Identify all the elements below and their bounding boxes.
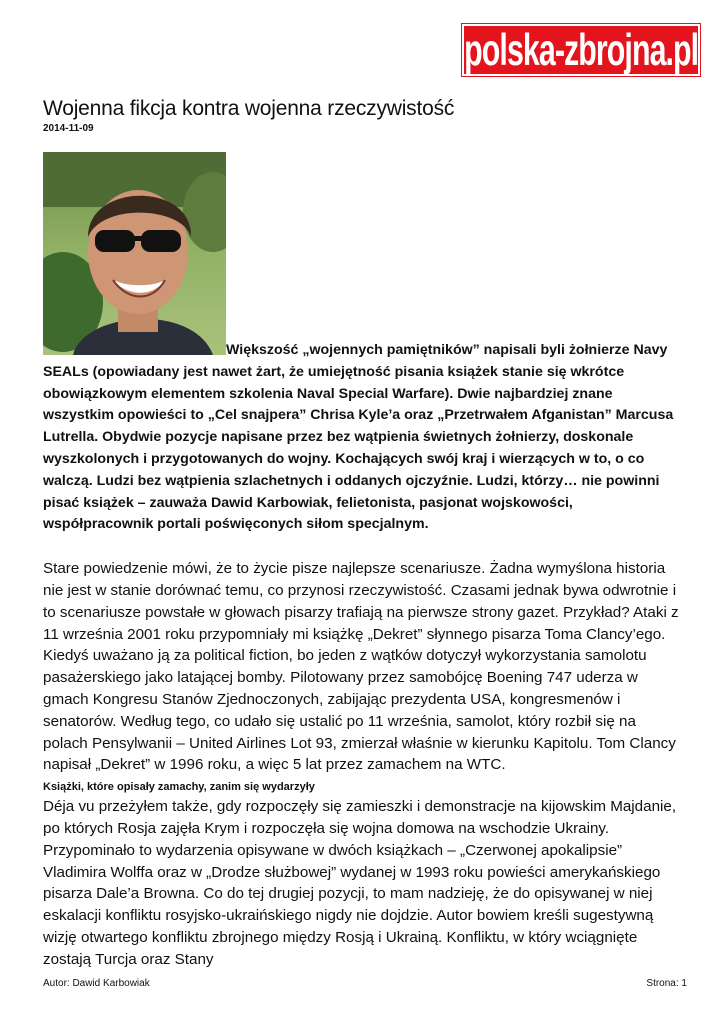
- article-paragraph: Stare powiedzenie mówi, że to życie pisze najlepsze scenariusze. Żadna wymyślona historia nie jest w stanie dorównać temu, co przynosi rzeczywistość. Czasami jednak bywa odwrotnie i to scenariusze powstałe w głowach pisarzy trafiają na pierwsze strony gazet. Przykład? Ataki z 11 września 2001 roku przypomniały mi książkę „Dekret” słynnego pisarza Toma Clancy’ego. Kiedyś uważano ją za political fiction, bo jeden z wątków dotyczył wykorzystania samolotu pasażerskiego jako latającej bomby. Pilotowany przez samobójcę Boening 747 uderza w gmach Kongresu Stanów Zjednoczonych, zabijając prezydenta USA, kongresmenów i senatorów. Według tego, co udało się ustalić po 11 września, samolot, który rozbił się na polach Pensylwanii – United Airlines Lot 93, zmierzał właśnie w kierunku Kapitolu. Tom Clancy napisał „Dekret” w 1996 roku, a więc 5 lat przez zamachem na WTC.: [43, 560, 679, 774]
- article-paragraph: Déja vu przeżyłem także, gdy rozpoczęły się zamieszki i demonstracje na kijowskim Majdanie, po których Rosja zajęła Krym i rozpoczęła się wojna domowa na wschodzie Ukrainy. Przypominało to wydarzenia opisywane w dwóch książkach – „Czerwonej apokalipsie” Vladimira Wolffa oraz w „Drodze służbowej” wydanej w 1993 roku powieści amerykańskiego pisarza Dale’a Browna. Co do tej drugiej pozycji, to mam nadzieję, że do opisywanej w niej eskalacji konfliktu rosyjsko-ukraińskiego nigdy nie dojdzie. Autor bowiem kreśli sugestywną wizję otwartego konfliktu zbrojnego między Rosją i Ukrainą. Konfliktu, w który wciągnięte zostają Turcja oraz Stany: [43, 798, 677, 968]
- site-logo[interactable]: [462, 24, 700, 76]
- article-lead: Większość „wojennych pamiętników” napisali byli żołnierze Navy SEALs (opowiadany jest nawet żart, że umiejętność pisania książek stanie się wkrótce obowiązkowym elementem szkolenia Naval Special Warfare). Dwie najbardziej znane wszystkim opowieści to „Cel snajpera” Chrisa Kyle’a oraz „Przetrwałem Afganistan” Marcusa Lutrella. Obydwie pozycje napisane przez bez wątpienia świetnych żołnierzy, doskonale wyszkolonych i przygotowanych do wojny. Kochających swój kraj i wierzących w to, o co walczą. Ludzi bez wątpienia szlachetnych i oddanych ojczyźnie. Ludzi, którzy… nie powinni pisać książek – zauważa Dawid Karbowiak, felietonista, pasjonat wojskowości, współpracownik portali poświęconych siłom specjalnym.: [43, 342, 674, 533]
- footer-author: Autor: Dawid Karbowiak: [43, 978, 150, 989]
- footer-page-number: Strona: 1: [646, 978, 687, 989]
- article-date: 2014-11-09: [43, 123, 94, 134]
- article-subheading: Książki, które opisały zamachy, zanim się wydarzyły: [43, 781, 315, 794]
- article-title: Wojenna fikcja kontra wojenna rzeczywistość: [43, 97, 455, 120]
- article-content: [43, 340, 683, 971]
- site-logo-text: polska-zbrojna.pl: [463, 24, 699, 75]
- author-photo: [43, 152, 226, 355]
